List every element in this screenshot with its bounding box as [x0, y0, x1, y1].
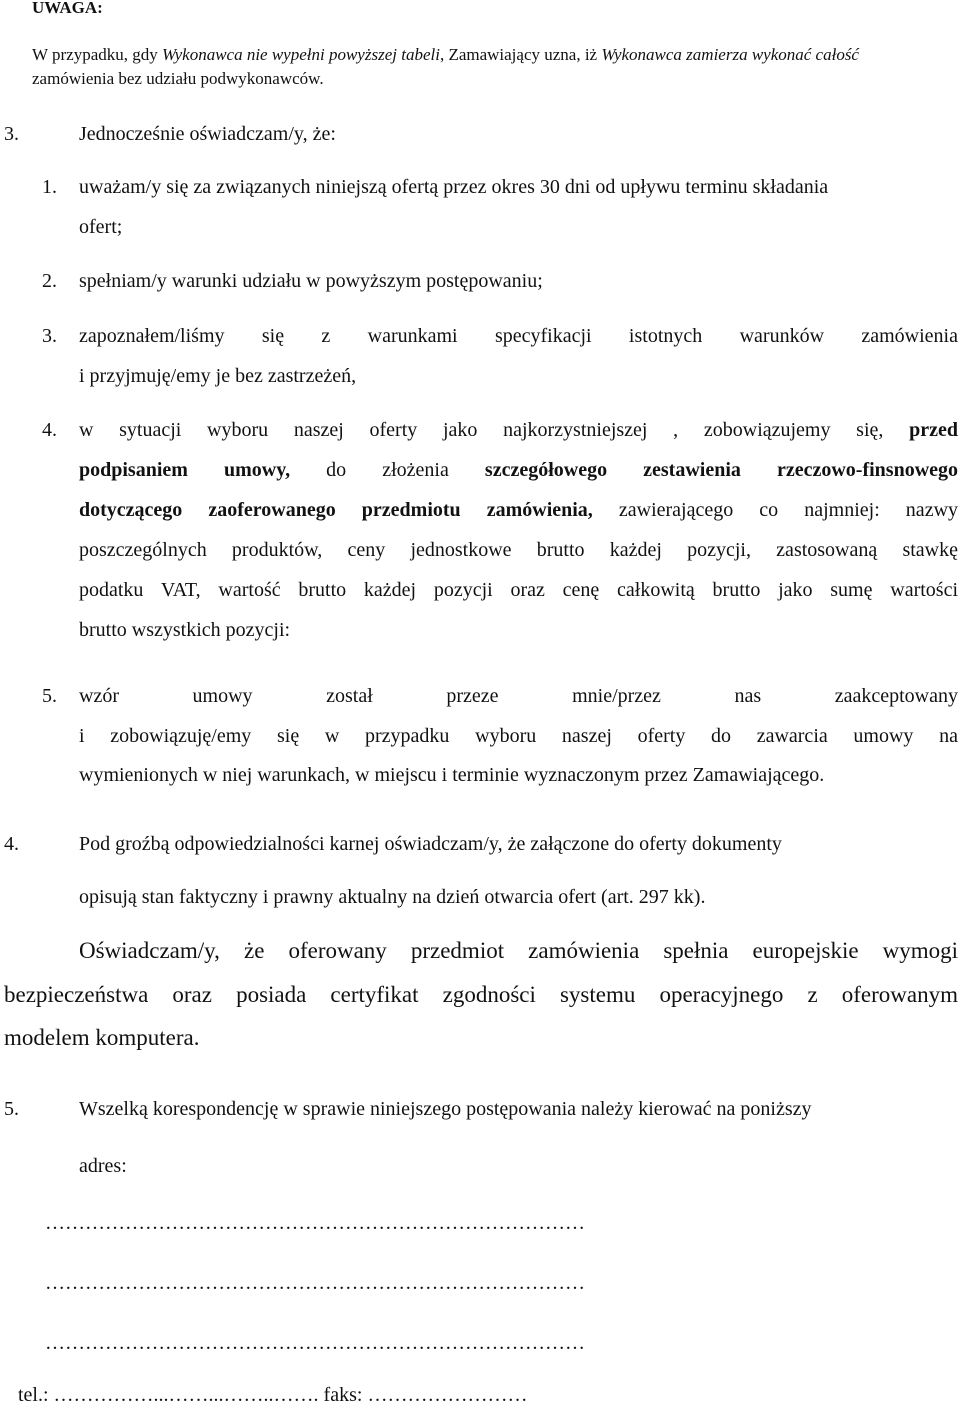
- item-4-line-6: brutto wszystkich pozycji:: [79, 619, 291, 641]
- statement-line-1: Oświadczam/y, że oferowany przedmiot zamówienia spełnia europejskie wymogi: [79, 938, 958, 963]
- item-4-number: 4.: [42, 419, 57, 441]
- item-5-line-1: wzór umowy został przeze mnie/przez nas zaakceptowany: [79, 685, 958, 707]
- item-1-line-1: uważam/y się za związanych niniejszą ofertą przez okres 30 dni od upływu terminu składania: [79, 176, 829, 198]
- item-4-text-a: w sytuacji wyboru naszej oferty jako najkorzystniejszej , zobowiązujemy się,: [79, 419, 884, 441]
- item-2-line-1: spełniam/y warunki udziału w powyższym postępowaniu;: [79, 270, 543, 292]
- item-1-line-2: ofert;: [79, 216, 123, 238]
- item-4-text-g: zawierającego co najmniej: nazwy: [618, 499, 959, 521]
- item-4-line-1: [79, 419, 958, 442]
- item-4-text-c: podpisaniem umowy,: [79, 459, 291, 481]
- address-dotted-line-1: ………………………………………………………………………: [45, 1212, 585, 1234]
- item-4-text-e: szczegółowego zestawienia rzeczowo-finsnowego: [484, 459, 959, 481]
- fax-label: faks:: [323, 1384, 363, 1406]
- section-3-number: 3.: [4, 123, 19, 145]
- uwaga-heading: UWAGA:: [32, 0, 103, 17]
- section-5-line-2: adres:: [79, 1155, 127, 1177]
- section-3-title: Jednocześnie oświadczam/y, że:: [79, 123, 336, 145]
- item-5-line-3: wymienionych w niej warunkach, w miejscu i terminie wyznaczonym przez Zamawiającego.: [79, 764, 825, 786]
- item-4-text-b: przed: [909, 419, 958, 441]
- address-dotted-line-3: ………………………………………………………………………: [45, 1332, 585, 1354]
- item-2-number: 2.: [42, 270, 57, 292]
- note-line-2: zamówienia bez udziału podwykonawców.: [32, 69, 324, 88]
- address-dotted-line-2: ………………………………………………………………………: [45, 1272, 585, 1294]
- section-5-line-1: Wszelką korespondencję w sprawie niniejszego postępowania należy kierować na poniższy: [79, 1098, 812, 1120]
- item-5-line-2: i zobowiązuję/emy się w przypadku wyboru naszej oferty do zawarcia umowy na: [79, 725, 958, 747]
- section-4-line-2: opisują stan faktyczny i prawny aktualny na dzień otwarcia ofert (art. 297 kk).: [79, 886, 706, 908]
- note-line-1: [32, 45, 859, 65]
- item-3-line-1: zapoznałem/liśmy się z warunkami specyfikacji istotnych warunków zamówienia: [79, 325, 958, 347]
- statement-line-2: bezpieczeństwa oraz posiada certyfikat zgodności systemu operacyjnego z oferowanym: [4, 982, 958, 1007]
- item-4-line-3: [79, 499, 958, 522]
- item-4-line-5: podatku VAT, wartość brutto każdej pozycji oraz cenę całkowitą brutto jako sumę wartości: [79, 579, 958, 601]
- tel-label: tel.:: [18, 1384, 49, 1406]
- section-4-line-1: Pod groźbą odpowiedzialności karnej oświadczam/y, że załączone do oferty dokumenty: [79, 833, 782, 855]
- statement-line-3: modelem komputera.: [4, 1025, 200, 1050]
- item-4-text-d: do złożenia: [326, 459, 449, 481]
- contact-line: [18, 1384, 527, 1407]
- item-4-line-2: [79, 459, 958, 482]
- section-5-number: 5.: [4, 1098, 19, 1120]
- tel-dots: ……………...……...……..…….: [53, 1384, 319, 1406]
- item-4-text-f: dotyczącego zaoferowanego przedmiotu zamówienia,: [79, 499, 593, 521]
- item-1-number: 1.: [42, 176, 57, 198]
- fax-dots: ……………………: [367, 1384, 528, 1406]
- section-4-number: 4.: [4, 833, 19, 855]
- item-4-line-4: poszczególnych produktów, ceny jednostkowe brutto każdej pozycji, zastosowaną stawkę: [79, 539, 958, 561]
- note-text: W przypadku, gdy Wykonawca nie wypełni powyższej tabeli, Zamawiający uzna, iż Wykonawca zamierza wykonać całość: [32, 45, 859, 64]
- item-5-number: 5.: [42, 685, 57, 707]
- item-3-number: 3.: [42, 325, 57, 347]
- item-3-line-2: i przyjmuję/emy je bez zastrzeżeń,: [79, 365, 357, 387]
